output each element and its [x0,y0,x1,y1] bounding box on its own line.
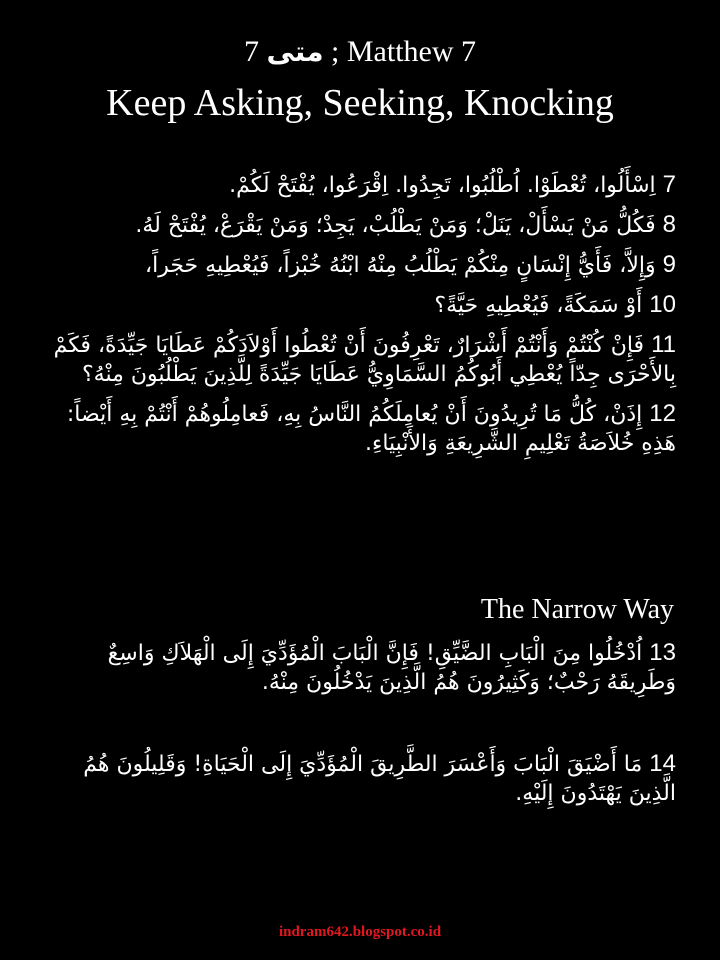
verse-text: اُدْخُلُوا مِنَ الْبَابِ الضَّيِّقِ! فَإِنَّ الْبَابَ الْمُؤَدِّيَ إِلَى الْهَلاَكِ وَاسِعٌ وَطَرِيقَهُ رَحْبٌ؛ وَكَثِيرُونَ هُمُ الَّذِينَ يَدْخُلُونَ مِنْهُ. [107,641,676,695]
verse-text: إِذَنْ، كُلُّ مَا تُرِيدُونَ أَنْ يُعامِلَكُمُ النَّاسُ بِهِ، فَعامِلُوهُمْ أَنْتُمْ بِهِ أَيْضاً: هَذِهِ خُلاَصَةُ تَعْلِيمِ الشَّرِيعَةِ وَالأَنْبِيَاءِ. [66,402,676,456]
chapter-title [0,30,720,74]
verses-section-1 [32,170,676,468]
verse-text: فَكُلُّ مَنْ يَسْأَلْ، يَنَلْ؛ وَمَنْ يَطْلُبْ، يَجِدْ؛ وَمَنْ يَقْرَعْ، يُفْتَحْ لَهُ. [135,213,656,238]
verse-11 [32,330,676,389]
verse-number: 8 [662,211,676,238]
verse-number: 13 [649,639,676,666]
verse-8 [32,210,676,240]
chapter-title-arabic: متى [266,35,324,68]
verse-text: اِسْأَلُوا، تُعْطَوْا. اُطْلُبُوا، تَجِدُوا. اِقْرَعُوا، يُفْتَحْ لَكُمْ. [229,173,656,198]
verse-14 [32,749,676,808]
verse-13 [32,638,676,697]
verse-7 [32,170,676,200]
verse-9 [32,250,676,280]
verses-section-2 [32,638,676,818]
verse-12 [32,399,676,458]
verse-number: 12 [649,400,676,427]
verse-number: 14 [649,750,676,777]
verse-number: 11 [651,331,676,358]
section-heading: The Narrow Way [480,594,674,625]
page-subtitle: Keep Asking, Seeking, Knocking [106,82,614,124]
verse-number: 9 [662,251,676,278]
verse-text: وَإِلاَّ، فَأَيُّ إِنْسَانٍ مِنْكُمْ يَطْلُبُ مِنْهُ ابْنُهُ خُبْزاً، فَيُعْطِيهِ حَجَراً، [145,253,656,278]
chapter-title-latin: 7 ; Matthew 7 [243,35,477,68]
blog-watermark: indram642.blogspot.co.id [278,924,442,940]
verse-text: مَا أَضْيَقَ الْبَابَ وَأَعْسَرَ الطَّرِيقَ الْمُؤَدِّيَ إِلَى الْحَيَاةِ! وَقَلِيلُونَ هُمُ الَّذِينَ يَهْتَدُونَ إِلَيْهِ. [83,752,676,806]
verse-number: 10 [649,291,676,318]
verse-text: أَوْ سَمَكَةً، فَيُعْطِيهِ حَيَّةً؟ [434,293,643,318]
verse-10 [32,290,676,320]
verse-number: 7 [662,171,676,198]
verse-text: فَإِنْ كُنْتُمْ وَأَنْتُمْ أَشْرَارٌ، تَعْرِفُونَ أَنْ تُعْطُوا أَوْلاَدَكُمْ عَطَايَا جَيِّدَةً، فَكَمْ بِالأَحْرَى جِدّاً يُعْطِي أَبُوكُمُ السَّمَاوِيُّ عَطَايَا جَيِّدَةً لِلَّذِينَ يَطْلُبُونَ مِنْهُ؟ [53,333,676,387]
